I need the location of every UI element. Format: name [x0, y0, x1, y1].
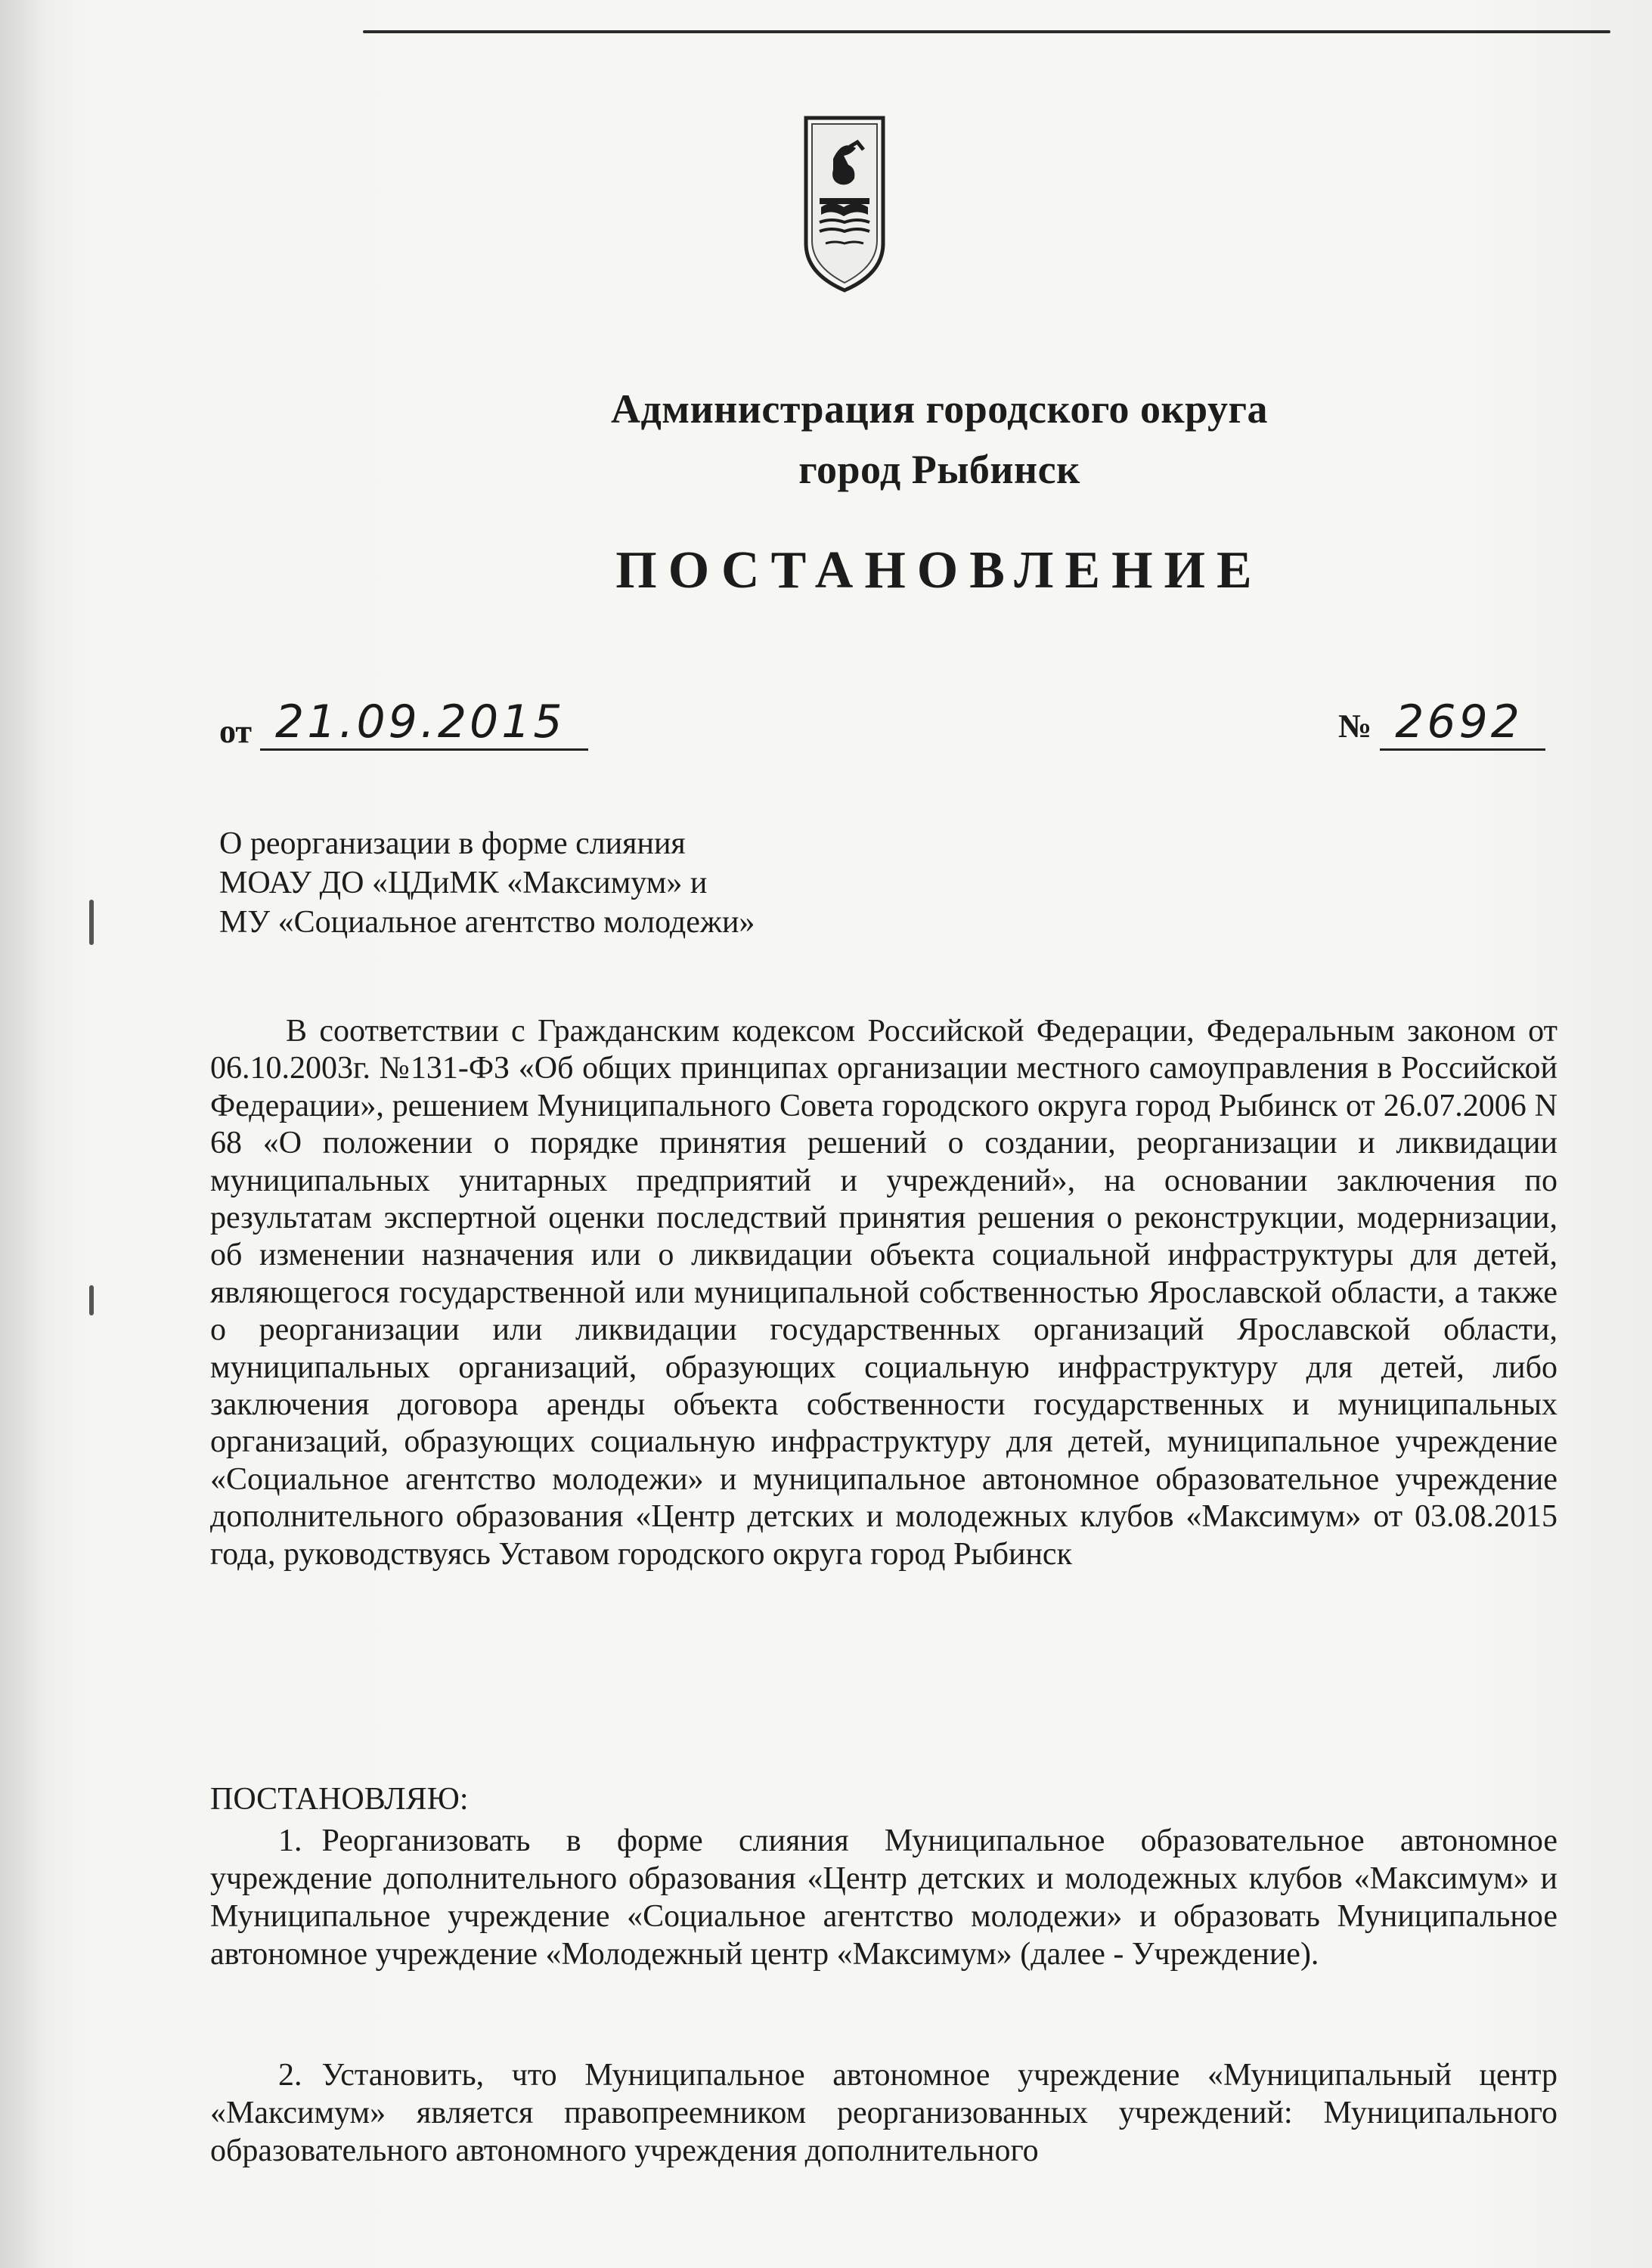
coat-of-arms-emblem	[803, 115, 886, 293]
date-label: от	[219, 713, 253, 750]
preamble-paragraph: В соответствии с Гражданским кодексом Российской Федерации, Федеральным законом от 06.10.2003г. №131-ФЗ «Об общих принципах организации местного самоуправления в Российской Федерации», решением Муниципального Совета городского округа город Рыбинск от 26.07.2006 N 68 «О положении о порядке принятия решений о создании, реорганизации и ликвидации муниципальных унитарных предприятий и учреждений», на основании заключения по результатам экспертной оценки последствий принятия решения о реконструкции, модернизации, об изменении назначения или о ликвидации объекта социальной инфраструктуры для детей, являющегося государственной или муниципальной собственностью Ярославской области, а также о реорганизации или ликвидации государственных организаций Ярославской области, муниципальных организаций, образующих социальную инфраструктуру для детей, либо заключения договора аренды объекта собственности государственных и муниципальных организаций, образующих социальную инфраструктуру для детей, муниципальное учреждение «Социальное агентство молодежи» и муниципальное автономное образовательное учреждение дополнительного образования «Центр детских и молодежных клубов «Максимум» от 03.08.2015 года, руководствуясь Уставом городского округа город Рыбинск	[210, 1014, 1557, 1572]
date-value: 21.09.2015	[260, 696, 588, 751]
clause-1	[210, 1822, 1557, 1973]
clause-2	[210, 2056, 1557, 2170]
clause-1-number: 1.	[278, 1823, 302, 1858]
top-rule	[363, 30, 1610, 33]
resolve-heading: ПОСТАНОВЛЯЮ:	[210, 1782, 469, 1817]
number-value: 2692	[1380, 696, 1545, 751]
clause-1-text: Реорганизовать в форме слияния Муниципальное образовательное автономное учреждение дополнительного образования «Центр детских и молодежных клубов «Максимум» и Муниципальное учреждение «Социальное агентство молодежи» и образовать Муниципальное автономное учреждение «Молодежный центр «Максимум» (далее - Учреждение).	[210, 1823, 1557, 1972]
document-subject	[219, 824, 755, 942]
document-type-title: ПОСТАНОВЛЕНИЕ	[615, 541, 1263, 600]
scan-edge-shadow	[0, 0, 45, 2268]
clause-2-number: 2.	[278, 2058, 302, 2093]
subject-line: МОАУ ДО «ЦДиМК «Максимум» и	[219, 866, 708, 900]
number-label: №	[1338, 708, 1372, 745]
clause-2-text: Установить, что Муниципальное автономное учреждение «Муниципальный центр «Максимум» является правопреемником реорганизованных учреждений: Муниципального образовательного автономного учреждения дополнительного	[210, 2058, 1557, 2168]
document-number	[1338, 696, 1545, 751]
organization-name: Администрация городского округа	[610, 386, 1269, 432]
margin-mark	[89, 1285, 94, 1315]
subject-line: О реорганизации в форме слияния	[219, 826, 686, 861]
document-date	[219, 696, 588, 751]
subject-line: МУ «Социальное агентство молодежи»	[219, 905, 755, 940]
margin-mark	[89, 900, 94, 945]
organization-city: город Рыбинск	[798, 447, 1080, 492]
